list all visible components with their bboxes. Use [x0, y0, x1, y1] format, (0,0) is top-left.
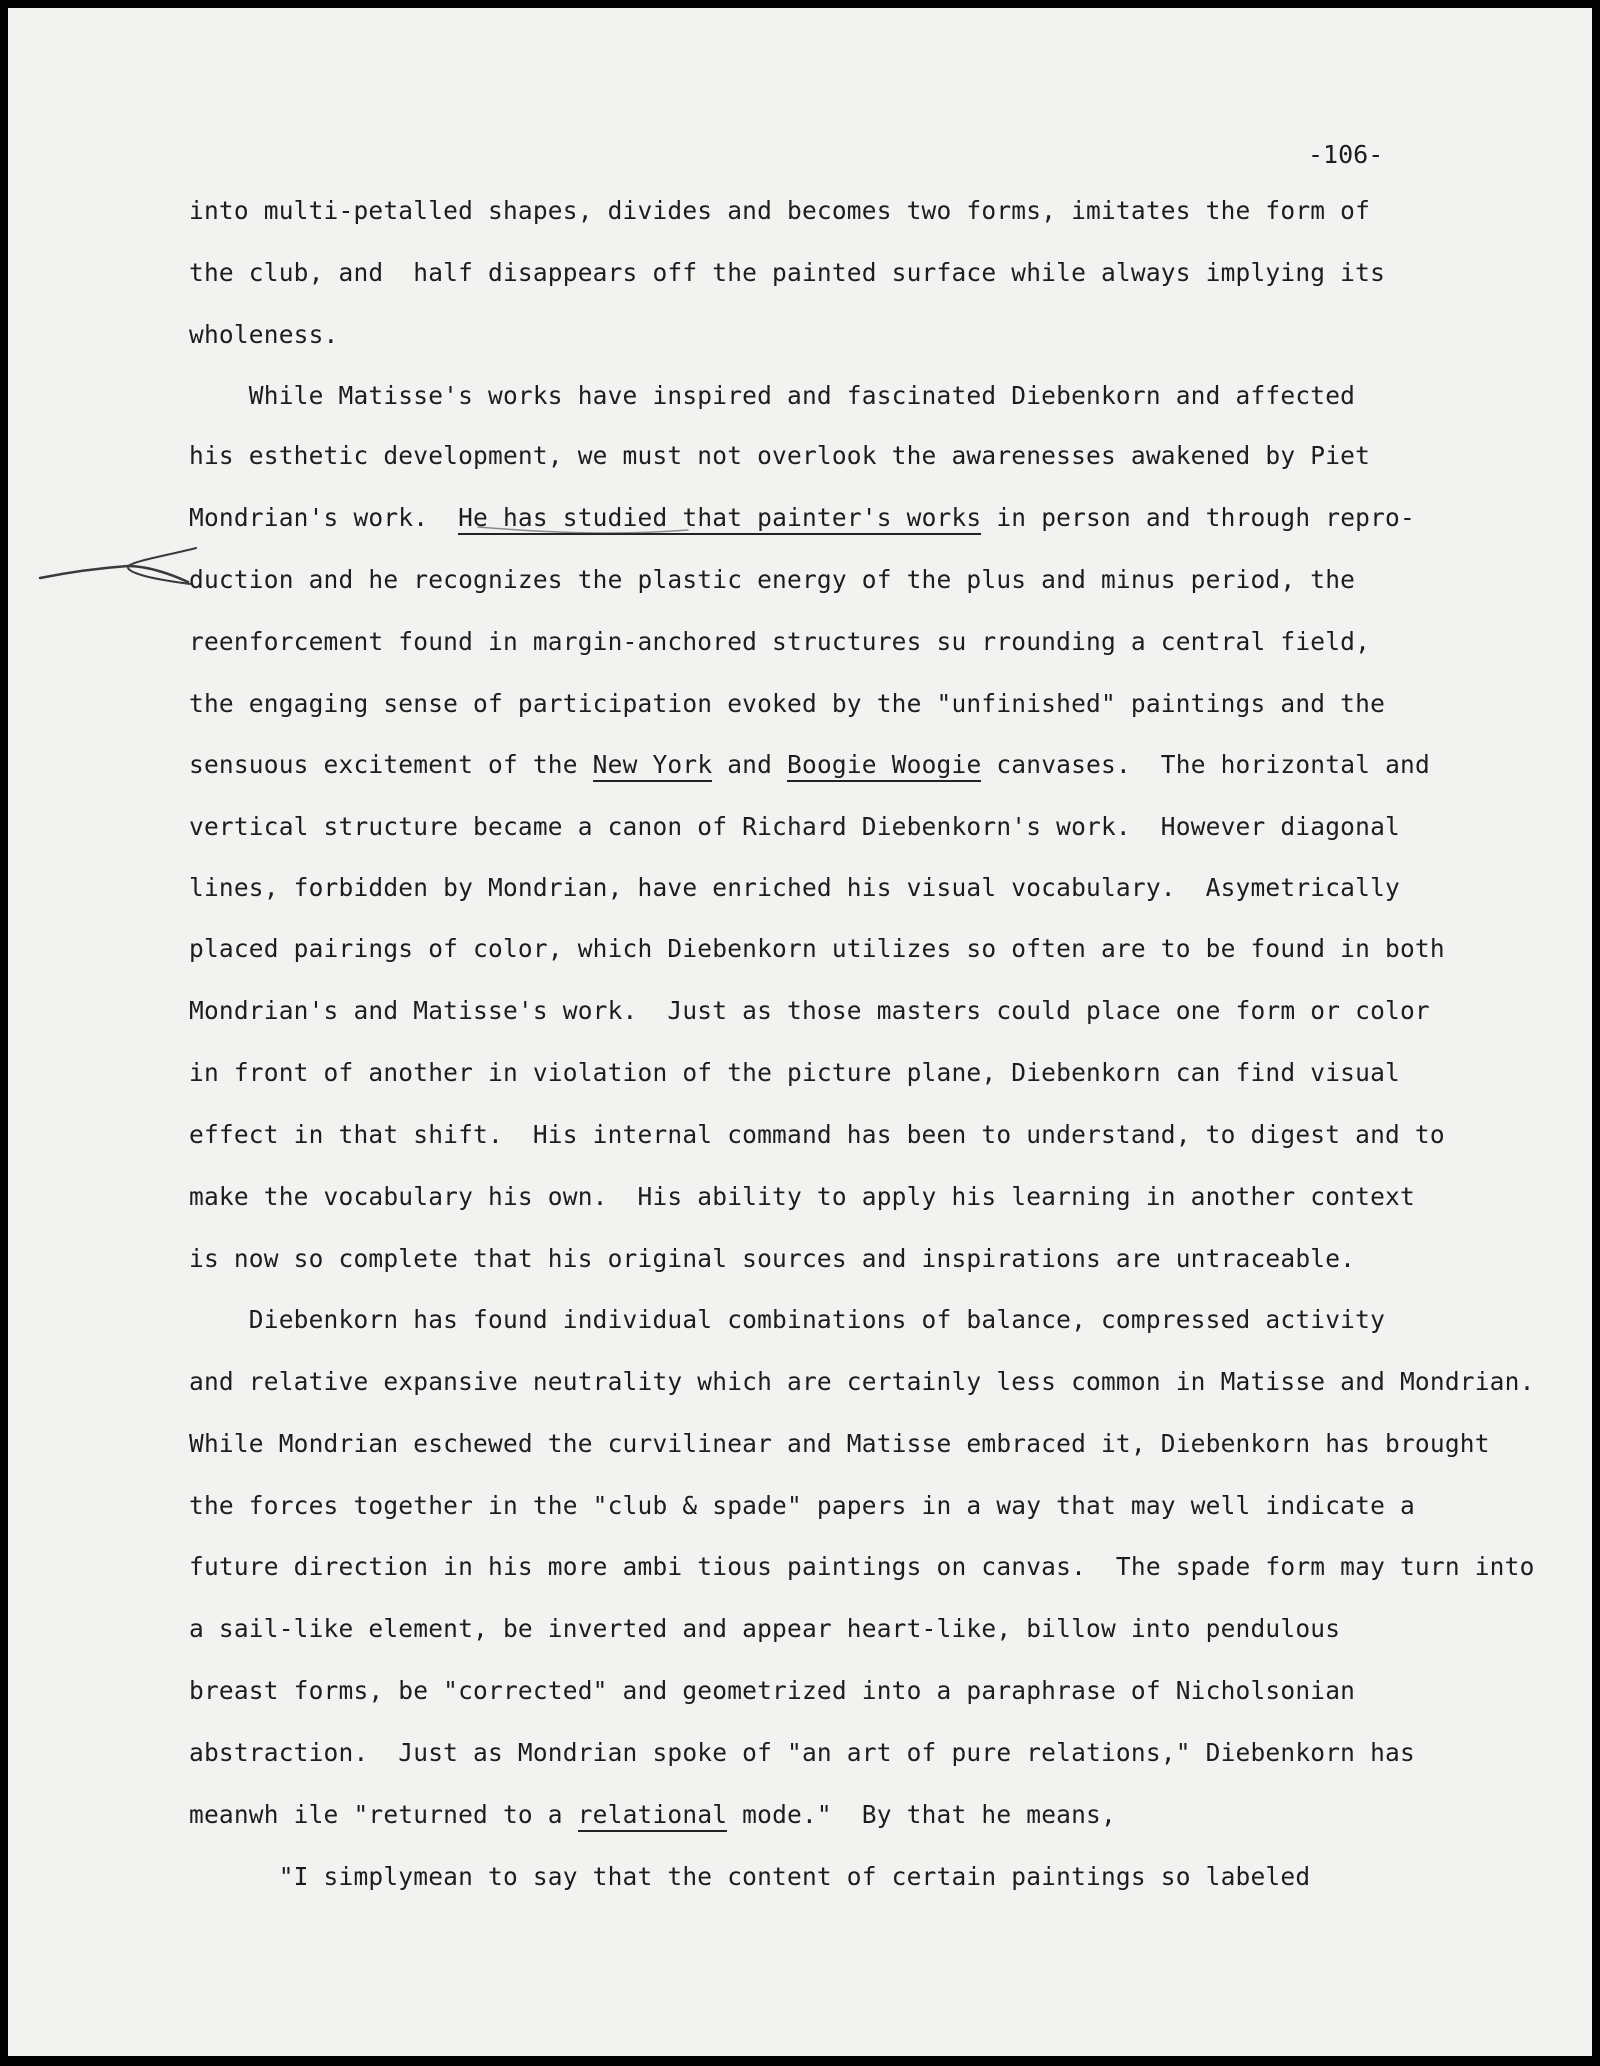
text-run: abstraction. Just as Mondrian spoke of "an art of pure relations," Diebenkorn has — [189, 1738, 1415, 1767]
underlined-text: that painter's works — [667, 503, 981, 535]
text-run: and — [712, 750, 788, 779]
page-number: -106- — [1308, 140, 1384, 169]
text-run: lines, forbidden by Mondrian, have enriched his visual vocabulary. Asymetrically — [189, 873, 1400, 902]
text-run: Mondrian's and Matisse's work. Just as those masters could place one form or color — [189, 996, 1430, 1025]
text-run: While Mondrian eschewed the curvilinear and Matisse embraced it, Diebenkorn has brought — [189, 1429, 1490, 1458]
text-run: wholeness. — [189, 320, 339, 349]
text-run: placed pairings of color, which Diebenkorn utilizes so often are to be found in both — [189, 934, 1445, 963]
underlined-text: He has — [458, 503, 563, 535]
text-run: the engaging sense of participation evoked by the "unfinished" paintings and the — [189, 689, 1386, 718]
text-run: in front of another in violation of the picture plane, Diebenkorn can find visual — [189, 1058, 1400, 1087]
text-run: effect in that shift. His internal command has been to understand, to digest and to — [189, 1120, 1445, 1149]
text-line — [189, 381, 1355, 411]
text-line — [189, 934, 1445, 964]
text-run: duction and he recognizes the plastic energy of the plus and minus period, the — [189, 565, 1356, 594]
text-line — [189, 1182, 1415, 1212]
underlined-text: relational — [578, 1800, 728, 1832]
text-run: his esthetic development, we must not overlook the awarenesses awakened by Piet — [189, 441, 1371, 470]
text-line — [189, 627, 1370, 657]
text-line — [189, 812, 1400, 842]
text-run: While Matisse's works have inspired and fascinated Diebenkorn and affected — [189, 381, 1356, 410]
text-run: breast forms, be "corrected" and geometrized into a paraphrase of Nicholsonian — [189, 1676, 1356, 1705]
text-run: is now so complete that his original sources and inspirations are untraceable. — [189, 1244, 1356, 1273]
text-run: Diebenkorn has found individual combinations of balance, compressed activity — [189, 1305, 1386, 1334]
text-run: Mondrian's work. — [189, 503, 459, 532]
text-line — [189, 1244, 1355, 1274]
text-line — [189, 320, 339, 350]
text-run: sensuous excitement of the — [189, 750, 593, 779]
underlined-text: studied — [563, 503, 668, 535]
text-run: a sail-like element, be inverted and appear heart-like, billow into pendulous — [189, 1614, 1341, 1643]
text-line — [189, 1429, 1490, 1459]
text-run: vertical structure became a canon of Richard Diebenkorn's work. However diagonal — [189, 812, 1400, 841]
text-run: future direction in his more ambi tious paintings on canvas. The spade form may turn into — [189, 1552, 1535, 1581]
text-line — [189, 258, 1385, 288]
text-run: meanwh ile "returned to a — [189, 1800, 578, 1829]
text-run: and relative expansive neutrality which are certainly less common in Matisse and Mondrian. — [189, 1367, 1535, 1396]
text-run: canvases. The horizontal and — [981, 750, 1430, 779]
text-line — [189, 565, 1355, 595]
text-line — [189, 750, 1430, 780]
text-run: into multi-petalled shapes, divides and becomes two forms, imitates the form of — [189, 196, 1371, 225]
text-line — [189, 1738, 1415, 1768]
text-line — [189, 441, 1370, 471]
text-line — [189, 689, 1385, 719]
text-run: the club, and half disappears off the painted surface while always implying its — [189, 258, 1386, 287]
text-line — [189, 1120, 1445, 1150]
text-line — [189, 873, 1400, 903]
text-line — [189, 1800, 1116, 1830]
text-line — [189, 196, 1370, 226]
text-line — [189, 1676, 1355, 1706]
text-run: make the vocabulary his own. His ability to apply his learning in another context — [189, 1182, 1415, 1211]
text-run: the forces together in the "club & spade" papers in a way that may well indicate a — [189, 1491, 1415, 1520]
text-run: in person and through repro- — [981, 503, 1415, 532]
text-line — [189, 1058, 1400, 1088]
text-line — [189, 1862, 1310, 1892]
underlined-text: New York — [593, 750, 713, 782]
text-line — [189, 1491, 1415, 1521]
text-run: mode." By that he means, — [727, 1800, 1116, 1829]
text-line — [189, 1614, 1340, 1644]
text-line — [189, 1367, 1535, 1397]
text-line — [189, 1552, 1535, 1582]
text-line — [189, 503, 1415, 533]
text-run: reenforcement found in margin-anchored structures su rrounding a central field, — [189, 627, 1371, 656]
text-run: "I simplymean to say that the content of certain paintings so labeled — [189, 1862, 1311, 1891]
underlined-text: Boogie Woogie — [787, 750, 981, 782]
text-line — [189, 996, 1430, 1026]
text-line — [189, 1305, 1385, 1335]
